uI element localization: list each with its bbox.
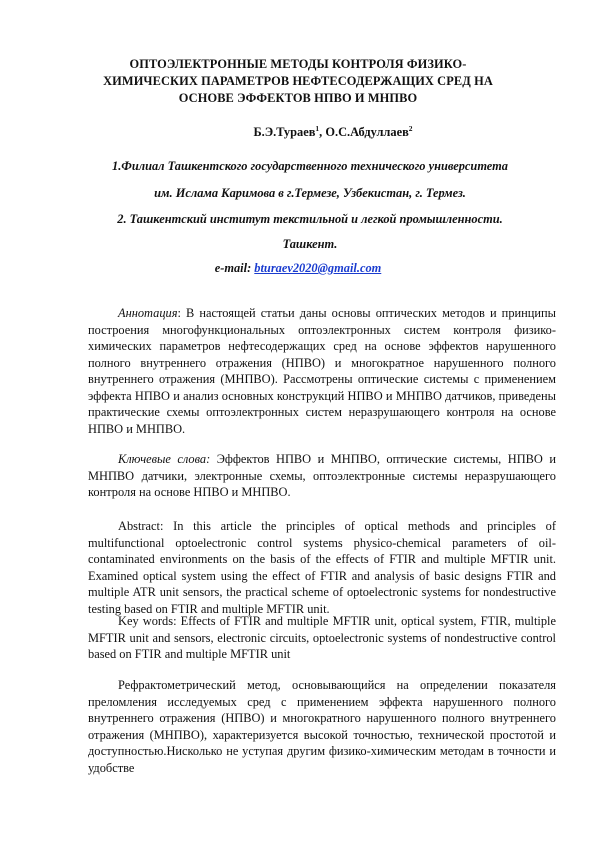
author-1-affiliation-mark: 1 (315, 124, 320, 133)
abstract-en-paragraph: Abstract: In this article the principles of optical methods and principles of multifunctional optoelectronic control systems physico-chemical parameters of oil-contaminated environments on the basis of the effects of FTIR and multiple MFTIR unit. Examined optical system using the effect of FTIR and analysis of basic designs FTIR and multiple ATR unit sensors, the practical scheme of optoelectronic systems for nondestructive testing based on FTIR and multiple MFTIR unit. (88, 519, 556, 616)
affiliation-line-2: им. Ислама Каримова в г.Термезе, Узбекистан, г. Термез. (154, 186, 466, 200)
body-paragraph: Рефрактометрический метод, основывающийся на определении показателя преломления исследуемых сред с применением эффекта нарушенного полного внутреннего отражения (НПВО) и многократного нарушенного полного внутреннего отражения (МНПВО), характеризуется высокой точностью, технической простотой и доступностью.Нисколько не уступая другим физико-химическим методам в точности и удобстве (88, 678, 556, 775)
email-label: e-mail: (214, 261, 255, 275)
keywords-ru-label: Ключевые слова: (118, 452, 211, 466)
annotation-text: : В настоящей статьи даны основы оптических методов и принципы построения многофункциональных оптоэлектронных систем контроля физико-химических параметров нефтесодержащих сред на основе эффектов нарушенного полного внутреннего отражения (НПВО) и многократное нарушенного полного внутреннего отражения (МНПВО). Рассмотрены оптические системы с применением эффекта НПВО и анализ основных конструкций НПВО и МНПВО датчиков, приведены практические схемы оптоэлектронных систем неразрушающего контроля на основе НПВО и МНПВО. (88, 306, 556, 436)
annotation-label: Аннотация (118, 306, 178, 320)
paper-title (70, 56, 526, 107)
author-1: Б.Э.Тураев (253, 125, 316, 140)
author-list (0, 124, 596, 140)
keywords-ru-paragraph (88, 451, 556, 501)
annotation-paragraph (88, 305, 556, 437)
keywords-ru-text: Эффектов НПВО и МНПВО, оптические системы, НПВО и МНПВО датчики, электронные схемы, оптоэлектронные системы неразрушающего контроля на основе НПВО и МНПВО. (88, 452, 556, 499)
email-link[interactable]: bturaev2020@gmail.com (254, 261, 382, 275)
title-line-1: ОПТОЭЛЕКТРОННЫЕ МЕТОДЫ КОНТРОЛЯ ФИЗИКО- (129, 57, 467, 71)
author-2-affiliation-mark: 2 (408, 124, 413, 133)
author-separator: , (319, 125, 326, 140)
email-line (0, 261, 596, 276)
title-line-3: ОСНОВЕ ЭФФЕКТОВ НПВО И МНПВО (178, 91, 418, 105)
author-2: О.С.Абдуллаев (325, 125, 409, 140)
affiliation-line-3: 2. Ташкентский институт текстильной и легкой промышленности. (117, 212, 503, 226)
affiliation-line-1: 1.Филиал Ташкентского государственного технического университета (112, 159, 508, 173)
keywords-en-paragraph: Key words: Effects of FTIR and multiple MFTIR unit, optical system, FTIR, multiple MFTIR unit and sensors, electronic circuits, optoelectronic systems of nondestructive control based on FTIR and multiple MFTIR unit (88, 614, 556, 661)
title-line-2: ХИМИЧЕСКИХ ПАРАМЕТРОВ НЕФТЕСОДЕРЖАЩИХ СРЕД НА (103, 74, 493, 88)
affiliation-line-4: Ташкент. (282, 237, 338, 251)
